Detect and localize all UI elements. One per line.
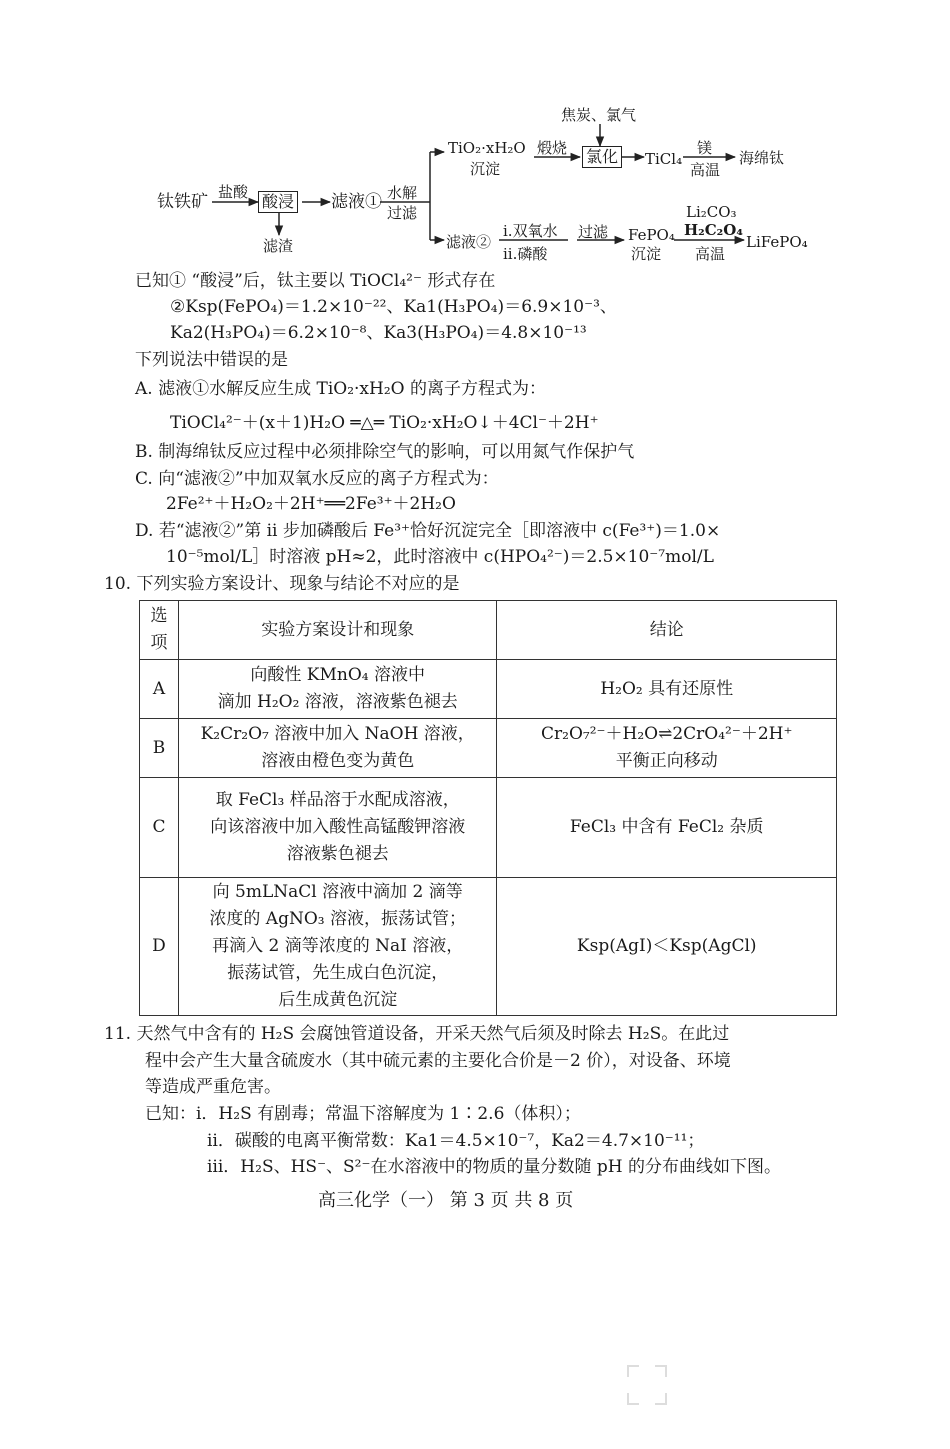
row-conclusion xyxy=(497,778,837,878)
chlorinate-box: 氯化 xyxy=(582,146,622,168)
magnesium-label: 镁 xyxy=(697,139,713,157)
row-design xyxy=(178,878,496,1016)
design-line: 振荡试管，先生成白色沉淀， xyxy=(227,963,449,983)
tio2-hydrate-label: TiO₂·xH₂O xyxy=(448,139,526,157)
conclusion-line: FeCl₃ 中含有 FeCl₂ 杂质 xyxy=(569,817,764,837)
design-line: 溶液紫色褪去 xyxy=(286,844,389,864)
row-design xyxy=(178,778,496,878)
reagent-h2o2-label: i.双氧水 xyxy=(503,222,558,240)
q11-known-i: 已知：ⅰ．H₂S 有剧毒；常温下溶解度为 1∶2.6（体积）； xyxy=(145,1104,581,1124)
design-line: 取 FeCl₃ 样品溶于水配成溶液， xyxy=(215,790,460,810)
h2c2o4-label: H₂C₂O₄ xyxy=(684,221,743,239)
scan-corner-mark xyxy=(655,1365,667,1377)
row-option: D xyxy=(140,878,179,1016)
table-row xyxy=(140,660,837,719)
row-conclusion xyxy=(497,660,837,719)
filtrate1-label: 滤液① xyxy=(331,192,382,212)
q11-known-iii: ⅲ．H₂S、HS⁻、S²⁻在水溶液中的物质的量分数随 pH 的分布曲线如下图。 xyxy=(207,1157,781,1177)
table-header-row xyxy=(140,601,837,660)
precipitate-label: 沉淀 xyxy=(470,160,501,178)
q9-known-1: 已知① “酸浸”后，钛主要以 TiOCl₄²⁻ 形式存在 xyxy=(135,271,496,291)
conclusion-line: Ksp(AgI)＜Ksp(AgCl) xyxy=(576,936,757,956)
table-row xyxy=(140,778,837,878)
header-option: 选项 xyxy=(140,601,179,660)
scan-corner-mark xyxy=(627,1365,639,1377)
reagent-hcl-label: 盐酸 xyxy=(218,183,249,201)
q9-known-2b: Ka2(H₃PO₄)＝6.2×10⁻⁸、Ka3(H₃PO₄)＝4.8×10⁻¹³ xyxy=(170,323,587,343)
sponge-ti-label: 海绵钛 xyxy=(739,149,785,167)
row-design xyxy=(178,660,496,719)
table-row xyxy=(140,719,837,778)
residue-label: 滤渣 xyxy=(263,237,294,255)
reagent-h3po4-label: ii.磷酸 xyxy=(503,245,548,263)
hydrolysis-label: 水解 xyxy=(387,184,418,202)
acid-leach-box: 酸浸 xyxy=(258,191,298,213)
ticl4-label: TiCl₄ xyxy=(645,150,683,168)
design-line: 再滴入 2 滴等浓度的 NaI 溶液， xyxy=(212,936,464,956)
q10-table xyxy=(139,600,837,1016)
q9-option-c-equation: 2Fe²⁺＋H₂O₂＋2H⁺══2Fe³⁺＋2H₂O xyxy=(166,494,456,514)
design-line: 滴加 H₂O₂ 溶液，溶液紫色褪去 xyxy=(217,692,458,712)
q9-option-d-line1: D. 若“滤液②”第 ii 步加磷酸后 Fe³⁺恰好沉淀完全［即溶液中 c(Fe³⁺)＝1.0× xyxy=(135,521,721,541)
q9-option-d-line2: 10⁻⁵mol/L］时溶液 pH≈2，此时溶液中 c(HPO₄²⁻)＝2.5×10⁻⁷mol/L xyxy=(166,547,714,567)
row-conclusion xyxy=(497,719,837,778)
scan-corner-mark xyxy=(627,1393,639,1405)
q9-known-2a: ②Ksp(FePO₄)＝1.2×10⁻²²、Ka1(H₃PO₄)＝6.9×10⁻³、 xyxy=(170,297,617,317)
table-row xyxy=(140,878,837,1016)
q9-option-b: B. 制海绵钛反应过程中必须排除空气的影响，可以用氮气作保护气 xyxy=(135,442,635,462)
q11-line-3: 等造成严重危害。 xyxy=(145,1077,281,1097)
flowchart-arrows xyxy=(0,0,950,270)
q11-known-ii: ⅱ．碳酸的电离平衡常数：Ka1＝4.5×10⁻⁷，Ka2＝4.7×10⁻¹¹； xyxy=(207,1131,705,1151)
design-line: 后生成黄色沉淀 xyxy=(278,990,398,1010)
coke-chlorine-label: 焦炭、氯气 xyxy=(561,106,637,124)
high-temp1-label: 高温 xyxy=(690,161,721,179)
filtrate2-label: 滤液② xyxy=(446,233,492,251)
row-option: A xyxy=(140,660,179,719)
high-temp2-label: 高温 xyxy=(695,245,726,263)
header-design: 实验方案设计和现象 xyxy=(178,601,496,660)
design-line: 向 5mLNaCl 溶液中滴加 2 滴等 xyxy=(212,882,463,902)
q10-stem: 10. 下列实验方案设计、现象与结论不对应的是 xyxy=(104,574,460,594)
precipitate2-label: 沉淀 xyxy=(631,245,662,263)
q9-prompt: 下列说法中错误的是 xyxy=(135,350,288,370)
raw-material-label: 钛铁矿 xyxy=(157,192,208,212)
design-line: 向该溶液中加入酸性高锰酸钾溶液 xyxy=(210,817,466,837)
q9-option-c: C. 向“滤液②”中加双氧水反应的离子方程式为： xyxy=(135,469,499,489)
q11-line-1: 11. 天然气中含有的 H₂S 会腐蚀管道设备，开采天然气后须及时除去 H₂S。在此过 xyxy=(104,1024,730,1044)
page-footer: 高三化学（一） 第 3 页 共 8 页 xyxy=(318,1190,574,1211)
filter1-label: 过滤 xyxy=(387,204,418,222)
q9-option-a: A. 滤液①水解反应生成 TiO₂·xH₂O 的离子方程式为： xyxy=(135,379,546,399)
row-design xyxy=(178,719,496,778)
q11-line-2: 程中会产生大量含硫废水（其中硫元素的主要化合价是－2 价），对设备、环境 xyxy=(145,1051,731,1071)
design-line: K₂Cr₂O₇ 溶液中加入 NaOH 溶液， xyxy=(200,724,475,744)
scan-corner-mark xyxy=(655,1393,667,1405)
filter2-label: 过滤 xyxy=(578,223,609,241)
row-option: B xyxy=(140,719,179,778)
calcine-label: 煅烧 xyxy=(537,139,568,157)
conclusion-line: Cr₂O₇²⁻＋H₂O⇌2CrO₄²⁻＋2H⁺ xyxy=(541,724,793,744)
li2co3-label: Li₂CO₃ xyxy=(686,203,737,221)
design-line: 向酸性 KMnO₄ 溶液中 xyxy=(250,665,426,685)
row-conclusion xyxy=(497,878,837,1016)
row-option: C xyxy=(140,778,179,878)
header-conclusion: 结论 xyxy=(497,601,837,660)
design-line: 浓度的 AgNO₃ 溶液，振荡试管； xyxy=(209,909,466,929)
conclusion-line: H₂O₂ 具有还原性 xyxy=(600,678,734,699)
q9-option-a-equation: TiOCl₄²⁻＋(x＋1)H₂O ═△═ TiO₂·xH₂O↓＋4Cl⁻＋2H⁺ xyxy=(170,413,599,433)
lifepo4-label: LiFePO₄ xyxy=(746,233,808,251)
conclusion-line: 平衡正向移动 xyxy=(615,751,718,771)
fepo4-label: FePO₄ xyxy=(628,226,675,244)
design-line: 溶液由橙色变为黄色 xyxy=(261,751,415,771)
